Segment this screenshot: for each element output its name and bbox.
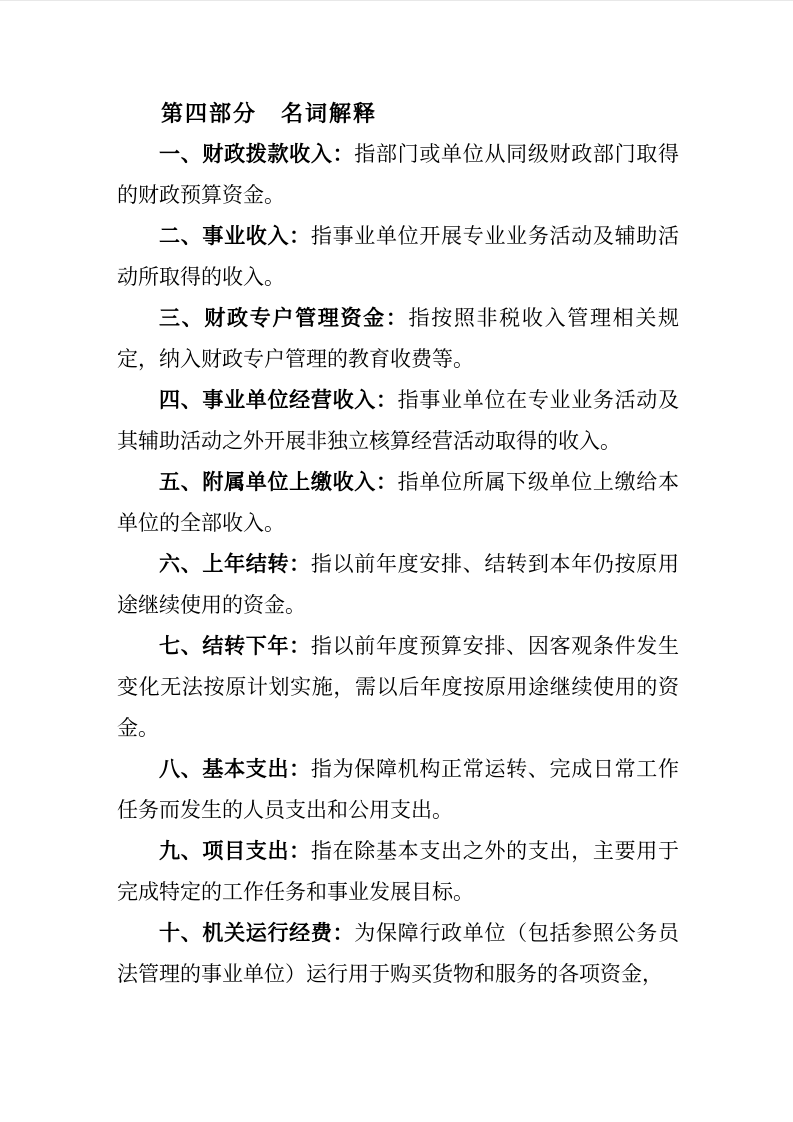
term-paragraph-6 — [117, 544, 679, 626]
term-paragraph-1 — [117, 134, 679, 216]
term-paragraph-9 — [117, 831, 679, 913]
term-paragraph-7 — [117, 626, 679, 749]
term-definition-9: 指在除基本支出之外的支出，主要用于完成特定的工作任务和事业发展目标。 — [117, 839, 680, 904]
term-lead-9: 九、项目支出： — [159, 840, 311, 863]
term-definition-5: 指单位所属下级单位上缴给本单位的全部收入。 — [117, 470, 680, 535]
term-definition-10: 为保障行政单位（包括参照公务员法管理的事业单位）运行用于购买货物和服务的各项资金， — [117, 921, 680, 986]
term-paragraph-10 — [117, 913, 679, 995]
term-lead-4: 四、事业单位经营收入： — [159, 389, 398, 412]
term-lead-8: 八、基本支出： — [159, 758, 311, 781]
term-definition-4: 指事业单位在专业业务活动及其辅助活动之外开展非独立核算经营活动取得的收入。 — [117, 388, 680, 453]
term-lead-5: 五、附属单位上缴收入： — [159, 471, 398, 494]
term-definition-6: 指以前年度安排、结转到本年仍按原用途继续使用的资金。 — [117, 552, 680, 617]
term-lead-6: 六、上年结转： — [159, 553, 311, 576]
term-definition-3: 指按照非税收入管理相关规定，纳入财政专户管理的教育收费等。 — [117, 306, 679, 371]
term-paragraph-5 — [117, 462, 679, 544]
term-lead-1: 一、财政拨款收入： — [159, 143, 355, 166]
term-lead-10: 十、机关运行经费： — [159, 922, 355, 945]
term-definition-7: 指以前年度预算安排、因客观条件发生变化无法按原计划实施，需以后年度按原用途继续使用的资金。 — [117, 634, 680, 740]
section-title: 第四部分 名词解释 — [161, 101, 378, 126]
term-paragraph-3 — [117, 298, 679, 380]
term-lead-7: 七、结转下年： — [159, 635, 311, 658]
term-paragraph-8 — [117, 749, 679, 831]
term-definition-1: 指部门或单位从同级财政部门取得的财政预算资金。 — [117, 142, 680, 207]
term-lead-3: 三、财政专户管理资金： — [159, 307, 409, 330]
term-definition-8: 指为保障机构正常运转、完成日常工作任务而发生的人员支出和公用支出。 — [117, 757, 680, 822]
term-definition-2: 指事业单位开展专业业务活动及辅助活动所取得的收入。 — [117, 224, 680, 289]
term-paragraph-4 — [117, 380, 679, 462]
document-content — [117, 93, 679, 995]
term-lead-2: 二、事业收入： — [159, 225, 311, 248]
term-paragraph-2 — [117, 216, 679, 298]
